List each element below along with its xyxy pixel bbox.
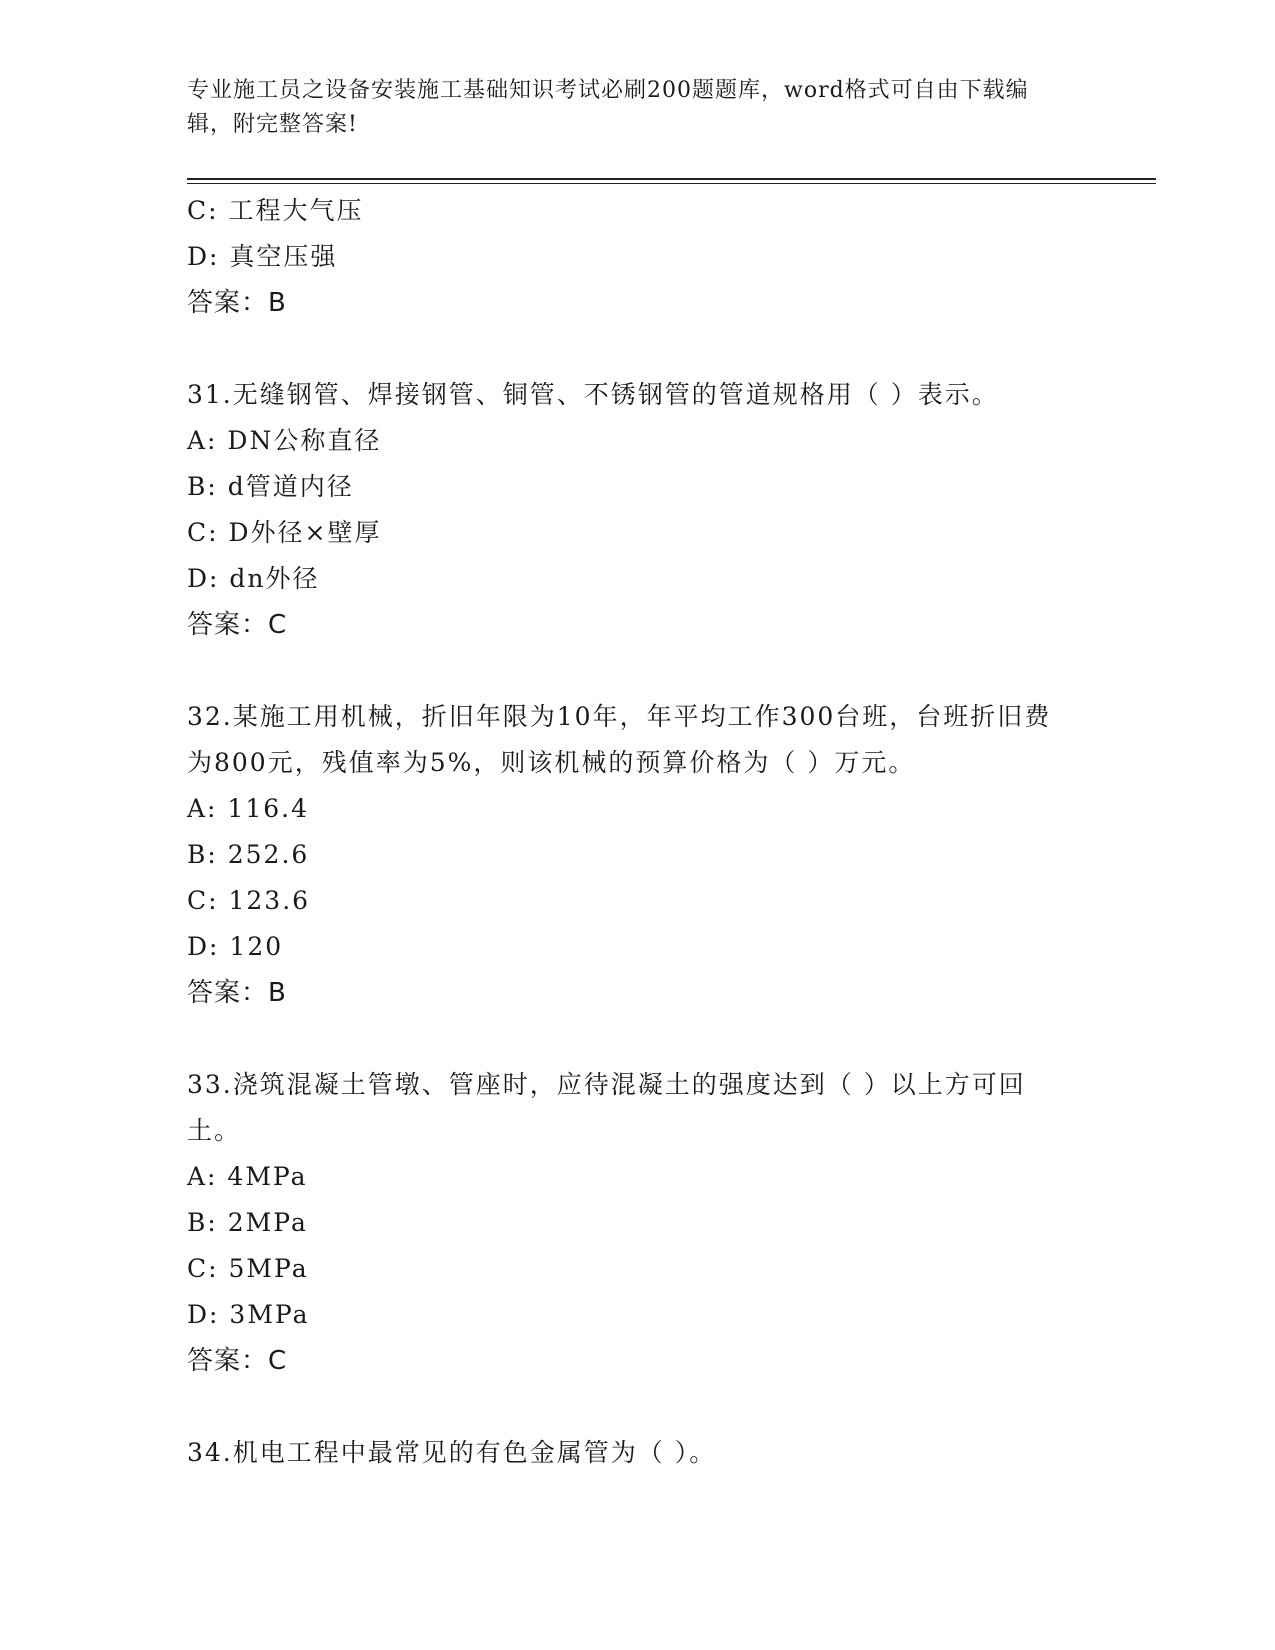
option-a: A: 116.4	[187, 794, 309, 823]
option-a: A: DN公称直径	[187, 426, 382, 455]
option-d: D: 真空压强	[187, 242, 338, 271]
option-c: C: 5MPa	[187, 1254, 309, 1283]
header-rule-thick	[187, 178, 1156, 180]
option-b: B: 2MPa	[187, 1208, 308, 1237]
answer-line: 答案：B	[187, 288, 287, 318]
option-d: D: 120	[187, 932, 284, 961]
spacer	[187, 326, 1087, 372]
answer-line: 答案：C	[187, 610, 288, 640]
answer-line: 答案：C	[187, 1346, 288, 1376]
answer-line: 答案：B	[187, 978, 287, 1008]
header-rule-thin	[187, 183, 1156, 184]
option-d: D: 3MPa	[187, 1300, 310, 1329]
option-c: C: 123.6	[187, 886, 311, 915]
question-34-stem: 34.机电工程中最常见的有色金属管为（ ）。	[187, 1438, 717, 1467]
spacer	[187, 648, 1087, 694]
option-d: D: dn外径	[187, 564, 320, 593]
question-32-stem: 32.某施工用机械，折旧年限为10年，年平均工作300台班，台班折旧费为800元，残值率为5%，则该机械的预算价格为（ ）万元。	[187, 702, 1052, 777]
option-b: B: 252.6	[187, 840, 310, 869]
option-c: C: D外径×壁厚	[187, 518, 382, 547]
spacer	[187, 1016, 1087, 1062]
spacer	[187, 1384, 1087, 1430]
question-31-stem: 31.无缝钢管、焊接钢管、铜管、不锈钢管的管道规格用（ ）表示。	[187, 380, 999, 409]
question-content	[187, 188, 1087, 1476]
option-b: B: d管道内径	[187, 472, 354, 501]
option-a: A: 4MPa	[187, 1162, 308, 1191]
document-header: 专业施工员之设备安装施工基础知识考试必刷200题题库，word格式可自由下载编辑，附完整答案!	[187, 78, 1029, 137]
question-33-stem: 33.浇筑混凝土管墩、管座时，应待混凝土的强度达到（ ）以上方可回土。	[187, 1070, 1026, 1145]
option-c: C: 工程大气压	[187, 196, 364, 225]
